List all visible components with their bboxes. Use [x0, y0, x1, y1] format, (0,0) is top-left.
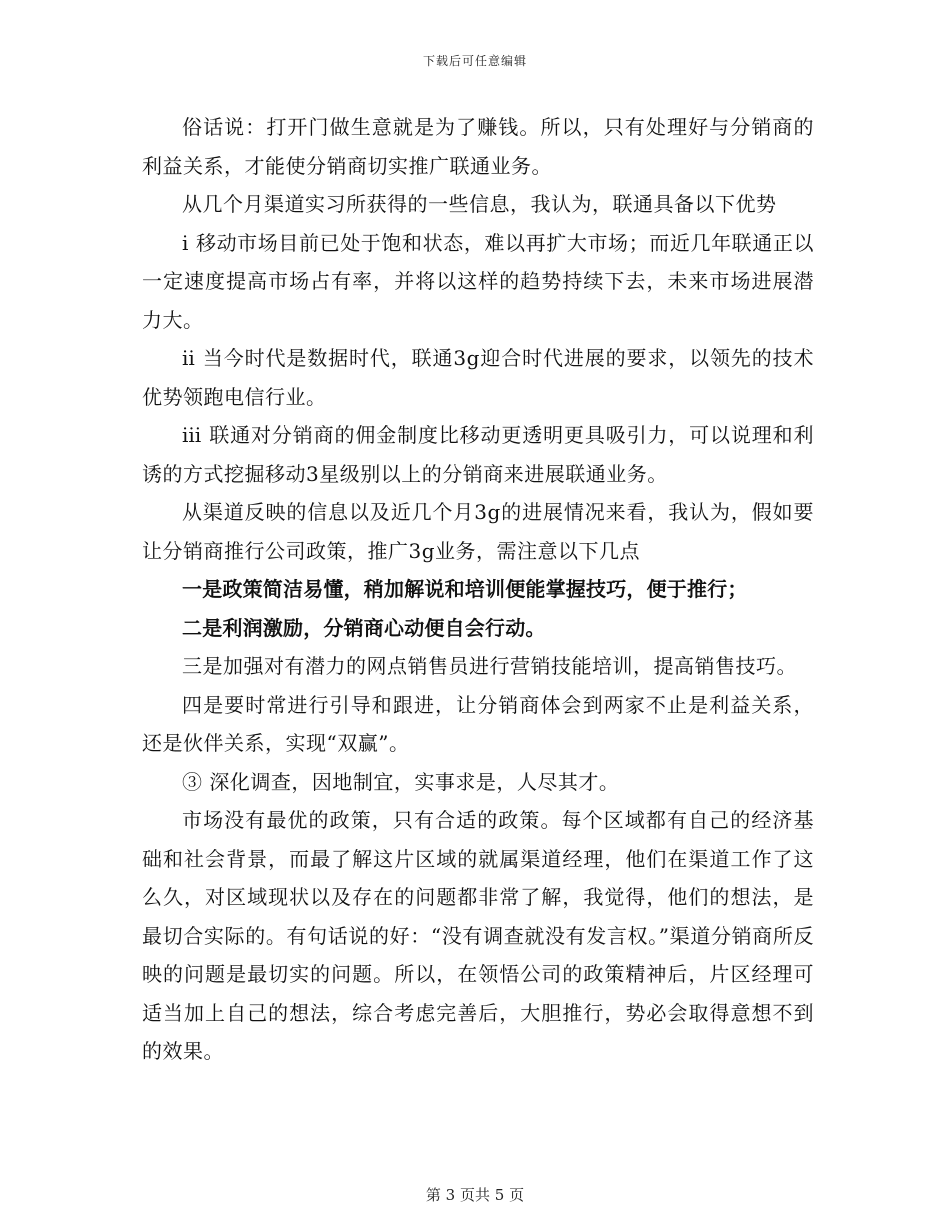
- page-footer: 第 3 页共 5 页: [425, 1186, 525, 1204]
- paragraph: ⅰ 移动市场目前已处于饱和状态，难以再扩大市场；而近几年联通正以一定速度提高市场占有率，并将以这样的趋势持续下去，未来市场进展潜力大。: [142, 230, 814, 332]
- paragraph: 三是加强对有潜力的网点销售员进行营销技能培训，提高销售技巧。: [182, 654, 797, 678]
- paragraph: ③ 深化调查，因地制宜，实事求是，人尽其才。: [182, 769, 620, 794]
- paragraph: ⅱ 当今时代是数据时代，联通3g迎合时代进展的要求，以领先的技术优势领跑电信行业。: [142, 346, 814, 409]
- paragraph: 从渠道反映的信息以及近几个月3g的进展情况来看，我认为，假如要让分销商推行公司政策，推广3g业务，需注意以下几点: [142, 500, 814, 563]
- paragraph: 市场没有最优的政策，只有合适的政策。每个区域都有自己的经济基础和社会背景，而最了解这片区域的就属渠道经理，他们在渠道工作了这么久，对区域现状以及存在的问题都非常了解，我觉得，他们的想法，是最切合实际的。有句话说的好：“没有调查就没有发言权。”渠道分销商所反映的问题是最切实的问题。所以，在领悟公司的政策精神后，片区经理可适当加上自己的想法，综合考虑完善后，大胆推行，势必会取得意想不到的效果。: [142, 808, 814, 1063]
- paragraph: 俗话说：打开门做生意就是为了赚钱。所以，只有处理好与分销商的利益关系，才能使分销商切实推广联通业务。: [142, 115, 814, 178]
- paragraph: ⅲ 联通对分销商的佣金制度比移动更透明更具吸引力，可以说理和利诱的方式挖掘移动3星级别以上的分销商来进展联通业务。: [142, 423, 814, 486]
- paragraph: 四是要时常进行引导和跟进，让分销商体会到两家不止是利益关系，还是伙伴关系，实现“双赢”。: [142, 692, 814, 755]
- bold-paragraph: 二是利润激励，分销商心动便自会行动。: [182, 615, 546, 640]
- paragraph: 从几个月渠道实习所获得的一些信息，我认为，联通具备以下优势: [182, 192, 777, 216]
- page-header: 下载后可任意编辑: [422, 54, 527, 68]
- document-body: [142, 108, 814, 1071]
- bold-paragraph: 一是政策简洁易懂，稍加解说和培训便能掌握技巧，便于推行；: [182, 577, 748, 601]
